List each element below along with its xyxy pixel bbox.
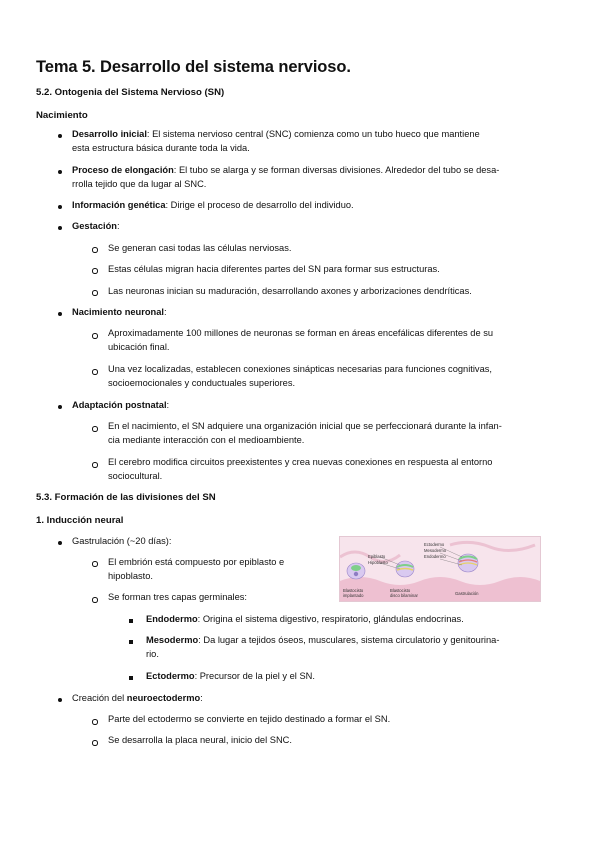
item-text: El embrión está compuesto por epiblasto e bbox=[108, 557, 285, 567]
section-heading-formacion: 5.3. Formación de las divisiones del SN bbox=[36, 492, 216, 503]
term-proceso-elongacion: Proceso de elongación bbox=[72, 165, 174, 175]
term-neuroectodermo: neuroectodermo bbox=[126, 693, 201, 703]
square-bullet-icon bbox=[129, 676, 133, 680]
item-text-continued: ubicación final. bbox=[108, 341, 170, 352]
list-item-adaptacion-2 bbox=[108, 456, 542, 483]
circle-bullet-icon bbox=[92, 561, 98, 567]
item-text: Creación del bbox=[72, 693, 127, 703]
circle-bullet-icon bbox=[92, 333, 98, 339]
item-text-continued: rrolla tejido que da lugar al SNC. bbox=[72, 178, 207, 189]
circle-bullet-icon bbox=[92, 597, 98, 603]
list-item-gestacion-2: Estas células migran hacia diferentes partes del SN para formar sus estructuras. bbox=[108, 264, 440, 274]
item-text: : bbox=[163, 307, 167, 317]
item-text: : Dirige el proceso de desarrollo del individuo. bbox=[165, 200, 354, 210]
list-item-mesodermo bbox=[146, 634, 541, 661]
label-ectodermo: Ectodermo bbox=[424, 542, 445, 547]
item-text: En el nacimiento, el SN adquiere una organización inicial que se perfeccionará durante la infan- bbox=[108, 421, 502, 431]
stage-blastocisto-implantado bbox=[347, 563, 365, 579]
item-text: : Origina el sistema digestivo, respiratorio, glándulas endocrinas. bbox=[197, 614, 464, 624]
term-mesodermo: Mesodermo bbox=[146, 635, 199, 645]
bullet-icon bbox=[58, 405, 62, 409]
section-heading-ontogenia: 5.2. Ontogenia del Sistema Nervioso (SN) bbox=[36, 87, 225, 98]
square-bullet-icon bbox=[129, 640, 133, 644]
list-item-creacion-neuroectodermo bbox=[72, 692, 542, 706]
list-item-proceso-elongacion bbox=[72, 164, 542, 191]
item-text: : bbox=[116, 221, 120, 231]
label-epiblasto: Epiblasto bbox=[368, 554, 386, 559]
list-item-adaptacion-1 bbox=[108, 420, 542, 447]
term-nacimiento-neuronal: Nacimiento neuronal bbox=[72, 307, 164, 317]
term-gestacion: Gestación bbox=[72, 221, 117, 231]
term-informacion-genetica: Información genética bbox=[72, 200, 166, 210]
circle-bullet-icon bbox=[92, 369, 98, 375]
list-item-adaptacion-postnatal bbox=[72, 399, 542, 413]
term-desarrollo-inicial: Desarrollo inicial bbox=[72, 129, 147, 139]
item-text: : Precursor de la piel y el SN. bbox=[194, 671, 315, 681]
term-adaptacion-postnatal: Adaptación postnatal bbox=[72, 400, 167, 410]
circle-bullet-icon bbox=[92, 247, 98, 253]
item-text: : El tubo se alarga y se forman diversas divisiones. Alrededor del tubo se desa- bbox=[173, 165, 500, 175]
item-text-continued: hipoblasto. bbox=[108, 570, 153, 581]
circle-bullet-icon bbox=[92, 268, 98, 274]
item-text-continued: sociocultural. bbox=[108, 470, 163, 481]
bullet-icon bbox=[58, 134, 62, 138]
list-item-capas-germinales: Se forman tres capas germinales: bbox=[108, 592, 247, 602]
bullet-icon bbox=[58, 205, 62, 209]
circle-bullet-icon bbox=[92, 462, 98, 468]
bullet-icon bbox=[58, 541, 62, 545]
bullet-icon bbox=[58, 170, 62, 174]
bullet-icon bbox=[58, 312, 62, 316]
subheading-induccion-neural: 1. Inducción neural bbox=[36, 515, 124, 526]
term-endodermo: Endodermo bbox=[146, 614, 198, 624]
item-text: : Da lugar a tejidos óseos, musculares, sistema circulatorio y genitourina- bbox=[198, 635, 500, 645]
caption-blastocisto-1: Blastocisto bbox=[343, 588, 364, 593]
list-item-creacion-1: Parte del ectodermo se convierte en tejido destinado a formar el SN. bbox=[108, 714, 391, 724]
list-item-nacimiento-1 bbox=[108, 327, 542, 354]
label-endodermo: Endodermo bbox=[424, 554, 446, 559]
bullet-icon bbox=[58, 226, 62, 230]
caption-gastrulacion: Gastrulación bbox=[455, 591, 479, 596]
list-item-desarrollo-inicial bbox=[72, 128, 542, 155]
list-item-nacimiento-2 bbox=[108, 363, 542, 390]
item-text: : bbox=[166, 400, 170, 410]
caption-blastocisto-1b: implantado bbox=[343, 593, 364, 598]
item-text-continued: rio. bbox=[146, 648, 159, 659]
label-hipoblasto: Hipoblasto bbox=[368, 560, 388, 565]
embryo-development-figure bbox=[339, 536, 541, 602]
bullet-icon bbox=[58, 698, 62, 702]
list-item-embrion bbox=[108, 556, 323, 583]
item-text: : El sistema nervioso central (SNC) comienza como un tubo hueco que mantiene bbox=[146, 129, 480, 139]
item-text: El cerebro modifica circuitos preexistentes y crea nuevas conexiones en respuesta al entorno bbox=[108, 457, 493, 467]
item-text: Una vez localizadas, establecen conexiones sinápticas necesarias para funciones cognitivas, bbox=[108, 364, 492, 374]
square-bullet-icon bbox=[129, 619, 133, 623]
item-text-continued: esta estructura básica durante toda la vida. bbox=[72, 142, 250, 153]
item-text: : bbox=[200, 693, 203, 703]
item-text-continued: socioemocionales y conductuales superiores. bbox=[108, 377, 296, 388]
circle-bullet-icon bbox=[92, 426, 98, 432]
item-text: Aproximadamente 100 millones de neuronas se forman en áreas encefálicas diferentes de su bbox=[108, 328, 494, 338]
list-item-creacion-2: Se desarrolla la placa neural, inicio del SNC. bbox=[108, 735, 292, 745]
item-text-continued: cia mediante interacción con el medioambiente. bbox=[108, 434, 305, 445]
caption-blastocisto-2: Blastocisto bbox=[390, 588, 411, 593]
list-item-gestacion-1: Se generan casi todas las células nerviosas. bbox=[108, 243, 292, 253]
circle-bullet-icon bbox=[92, 290, 98, 296]
list-item-gestacion-3: Las neuronas inician su maduración, desarrollando axones y arborizaciones dendríticas. bbox=[108, 286, 472, 296]
list-item-ectodermo bbox=[146, 670, 541, 684]
subheading-nacimiento: Nacimiento bbox=[36, 110, 88, 121]
list-item-informacion-genetica bbox=[72, 199, 542, 213]
list-item-endodermo bbox=[146, 613, 541, 627]
page-title: Tema 5. Desarrollo del sistema nervioso. bbox=[36, 58, 351, 76]
circle-bullet-icon bbox=[92, 719, 98, 725]
list-item-nacimiento-neuronal bbox=[72, 306, 542, 320]
caption-blastocisto-2b: disco bilaminar bbox=[390, 593, 418, 598]
term-ectodermo: Ectodermo bbox=[146, 671, 195, 681]
label-mesodermo: Mesodermo bbox=[424, 548, 447, 553]
list-item-gastrulacion: Gastrulación (~20 días): bbox=[72, 536, 172, 546]
circle-bullet-icon bbox=[92, 740, 98, 746]
list-item-gestacion bbox=[72, 220, 542, 234]
embryo-development-illustration bbox=[340, 537, 540, 601]
